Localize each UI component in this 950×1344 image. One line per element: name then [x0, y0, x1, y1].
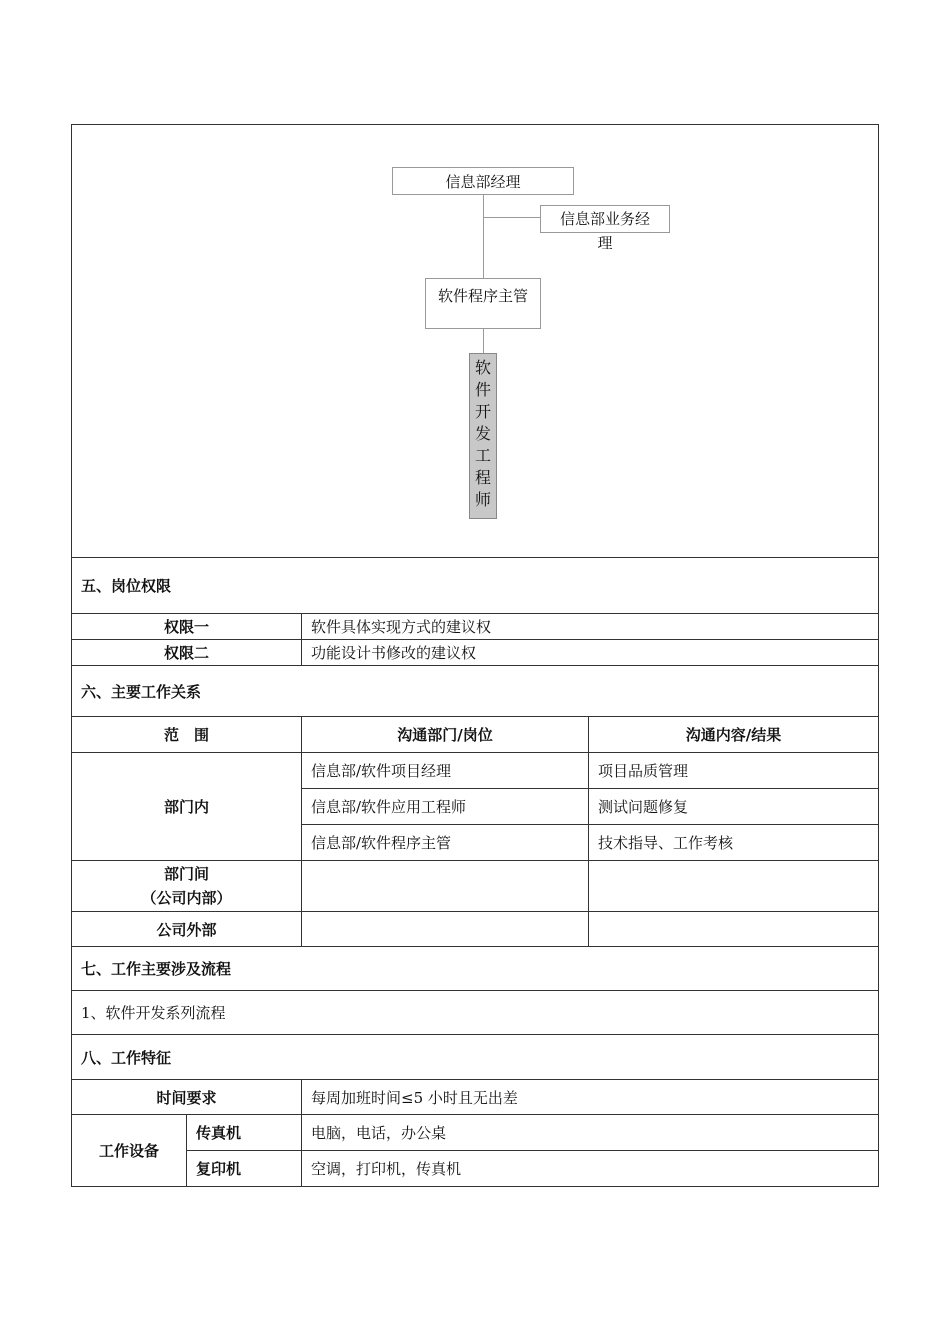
equipment-item-value: 空调，打印机，传真机 — [302, 1151, 879, 1187]
relation-content: 技术指导、工作考核 — [589, 825, 879, 861]
relation-dept-empty — [302, 912, 589, 947]
scope-internal: 部门内 — [72, 753, 302, 861]
scope-between — [72, 861, 302, 912]
scope-between-label: 部门间 — [163, 865, 209, 883]
position-char: 件 — [474, 380, 491, 399]
authority-value: 功能设计书修改的建议权 — [302, 640, 879, 666]
section8-title: 八、工作特征 — [72, 1035, 879, 1080]
column-header-content: 沟通内容/结果 — [589, 717, 879, 753]
relation-content-empty — [589, 912, 879, 947]
relation-content-empty — [589, 861, 879, 912]
connector-line — [483, 217, 540, 218]
relation-content: 项目品质管理 — [589, 753, 879, 789]
authority-label: 权限二 — [72, 640, 302, 666]
org-chart — [72, 125, 878, 557]
relation-dept: 信息部/软件应用工程师 — [302, 789, 589, 825]
org-chart-cell — [72, 125, 879, 558]
authority-label: 权限一 — [72, 614, 302, 640]
position-char: 发 — [474, 424, 491, 443]
section6-title: 六、主要工作关系 — [72, 666, 879, 717]
org-node-business-manager: 信息部业务经 — [540, 205, 670, 233]
section7-title: 七、工作主要涉及流程 — [72, 947, 879, 991]
org-node-supervisor: 软件程序主管 — [425, 278, 541, 329]
relation-content: 测试问题修复 — [589, 789, 879, 825]
relation-dept-empty — [302, 861, 589, 912]
position-char: 软 — [474, 358, 491, 377]
section5-title: 五、岗位权限 — [72, 558, 879, 614]
scope-between-sublabel: （公司内部） — [141, 889, 232, 907]
position-char: 开 — [474, 402, 491, 421]
job-description-document — [71, 124, 878, 1187]
position-char: 工 — [474, 446, 491, 465]
org-node-business-manager-wrap: 理 — [597, 234, 613, 252]
column-header-scope: 范 围 — [72, 717, 302, 753]
position-char: 师 — [474, 490, 491, 509]
authority-value: 软件具体实现方式的建议权 — [302, 614, 879, 640]
position-char: 程 — [474, 468, 491, 487]
org-node-manager: 信息部经理 — [392, 167, 574, 195]
connector-line — [483, 195, 484, 353]
org-node-position — [469, 353, 497, 519]
equipment-item-label: 复印机 — [187, 1151, 302, 1187]
time-requirement-value: 每周加班时间≤5 小时且无出差 — [302, 1080, 879, 1115]
relation-dept: 信息部/软件程序主管 — [302, 825, 589, 861]
scope-external: 公司外部 — [72, 912, 302, 947]
column-header-dept: 沟通部门/岗位 — [302, 717, 589, 753]
equipment-item-value: 电脑，电话，办公桌 — [302, 1115, 879, 1151]
equipment-label: 工作设备 — [72, 1115, 187, 1187]
equipment-item-label: 传真机 — [187, 1115, 302, 1151]
relation-dept: 信息部/软件项目经理 — [302, 753, 589, 789]
process-item: 1、软件开发系列流程 — [72, 991, 879, 1035]
job-description-table — [71, 124, 879, 1187]
time-requirement-label: 时间要求 — [72, 1080, 302, 1115]
